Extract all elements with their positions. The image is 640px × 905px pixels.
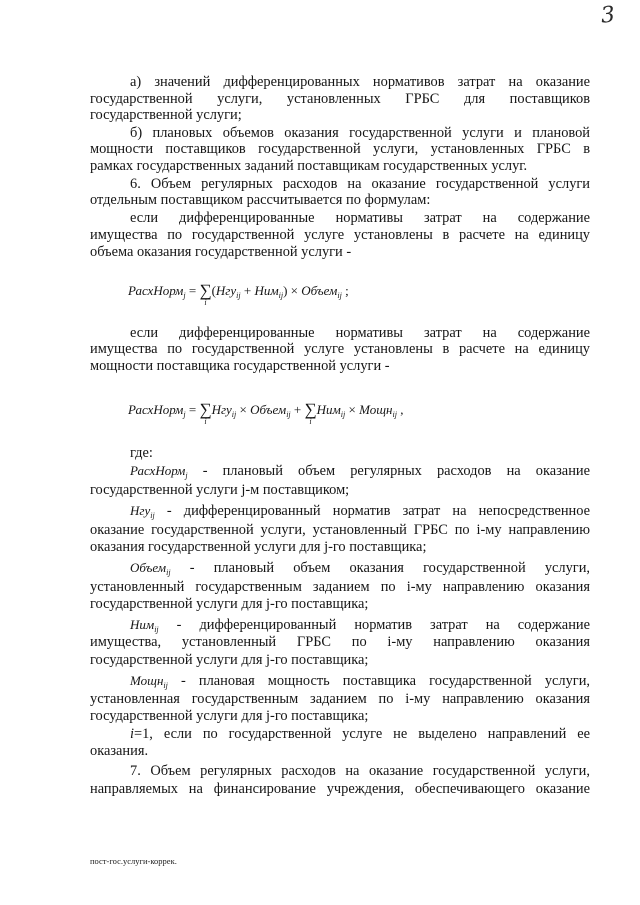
definition-term (130, 503, 155, 518)
term-name: РасхНорм (130, 463, 186, 478)
formula-1-eq: = (188, 283, 197, 298)
term-sub: ij (154, 625, 159, 634)
para-7-line-1: 7. Объем регулярных расходов на оказание государственной услуги, (130, 763, 590, 779)
formula-1-end: ; (345, 283, 349, 298)
index-note-line-2: оказания. (90, 743, 149, 759)
term-name: Мощн (130, 673, 164, 688)
sum-sign: ∑ (304, 400, 317, 419)
term-sub: j (185, 471, 188, 480)
definition-ngu (130, 502, 590, 520)
formula-1-lhs: РасхНорм (128, 283, 184, 298)
case-volume-line-3: объема оказания государственной услуги - (90, 244, 352, 260)
para-b-line-2: мощности поставщиков государственной услуги, установленных ГРБС в (90, 141, 590, 157)
sum-index: i (309, 417, 312, 426)
definition-text: - плановый объем оказания государственной услуги, (189, 560, 590, 576)
sum-index: i (204, 298, 207, 307)
formula-2-sum-2 (304, 400, 317, 426)
definition-obem-line-2: установленный государственным заданием по i-му направлению оказания (90, 579, 590, 595)
formula-2-plus: + (293, 402, 302, 417)
term-name: Объем (130, 560, 167, 575)
definition-moshn-line-2: установленная государственным заданием по i-му направлению оказания (90, 691, 590, 707)
sum-sign: ∑ (199, 400, 212, 419)
term-name: Нгу (130, 503, 151, 518)
definition-term (130, 673, 168, 688)
case-capacity-line-1: если дифференцированные нормативы затрат на содержание (130, 325, 590, 341)
formula-2-b: Объем (250, 402, 287, 417)
formula-1-b-sub: ij (278, 291, 284, 300)
formula-2-a: Нгу (211, 402, 232, 417)
index-variable: i (130, 726, 134, 742)
case-capacity-line-2: имущества по государственной услуге установлены в расчете на единицу (90, 341, 590, 357)
page-number: 3 (599, 2, 617, 29)
formula-1-lhs-sub: j (183, 291, 186, 300)
index-note-text: =1, если по государственной услуге не выделено направлений ее (134, 726, 590, 742)
definition-ngu-line-3: оказания государственной услуги для j-го поставщика; (90, 539, 427, 555)
formula-2 (128, 400, 404, 426)
case-volume-line-1: если дифференцированные нормативы затрат на содержание (130, 210, 590, 226)
formula-2-eq: = (188, 402, 197, 417)
formula-2-c-sub: ij (340, 410, 346, 419)
para-a-line-2: государственной услуги, установленных ГРБС для поставщиков (90, 91, 590, 107)
para-6-line-1: 6. Объем регулярных расходов на оказание государственной услуги (130, 176, 590, 192)
para-b-line-1: б) плановых объемов оказания государственной услуги и плановой (130, 125, 590, 141)
definition-term (130, 463, 188, 478)
term-sub: ij (150, 511, 155, 520)
formula-2-lhs: РасхНорм (128, 402, 184, 417)
para-b-line-3: рамках государственных заданий поставщикам государственных услуг. (90, 158, 528, 174)
case-volume-line-2: имущества по государственной услуге установлены в расчете на единицу (90, 227, 590, 243)
formula-2-d-sub: ij (392, 410, 397, 419)
definition-text: - дифференцированный норматив затрат на содержание (176, 617, 590, 633)
formula-1-plus: + (243, 283, 252, 298)
para-6-line-2: отдельным поставщиком рассчитывается по формулам: (90, 192, 431, 208)
definition-term (130, 617, 159, 632)
formula-2-sum-1 (199, 400, 212, 426)
definition-obem (130, 559, 590, 577)
formula-2-a-sub: ij (231, 410, 237, 419)
para-a-line-3: государственной услуги; (90, 107, 242, 123)
definition-text: - плановый объем регулярных расходов на оказание (202, 463, 590, 479)
para-a-line-1: а) значений дифференцированных нормативов затрат на оказание (130, 74, 590, 90)
formula-2-end: , (400, 402, 404, 417)
index-note (130, 726, 590, 743)
where-label: где: (130, 445, 153, 461)
definition-rashnorm (130, 462, 590, 480)
formula-2-b-sub: ij (286, 410, 291, 419)
formula-1-a-sub: ij (236, 291, 241, 300)
footer-file-code: пост-гос.услуги-коррек. (90, 856, 177, 866)
formula-1-close: ) (283, 283, 288, 298)
formula-2-c: Ним (316, 402, 341, 417)
definition-nim (130, 616, 590, 634)
definition-nim-line-2: имущества, установленный ГРБС по i-му направлению оказания (90, 634, 590, 650)
definition-text: - дифференцированный норматив затрат на непосредственное (166, 503, 590, 519)
definition-nim-line-3: государственной услуги для j-го поставщика; (90, 652, 369, 668)
definition-obem-line-3: государственной услуги для j-го поставщика; (90, 596, 369, 612)
formula-2-d: Мощн (359, 402, 393, 417)
formula-1-a: Нгу (215, 283, 237, 298)
definition-text: - плановая мощность поставщика государственной услуги, (181, 673, 590, 689)
term-name: Ним (130, 617, 155, 632)
para-7-line-2: направляемых на финансирование учреждения, обеспечивающего оказание (90, 781, 590, 797)
term-sub: ij (166, 568, 171, 577)
formula-1-b: Ним (254, 283, 279, 298)
formula-2-times-1: × (239, 402, 247, 417)
formula-1-open: ( (211, 283, 216, 298)
formula-1 (128, 281, 349, 307)
definition-moshn-line-3: государственной услуги для j-го поставщика; (90, 708, 369, 724)
formula-2-times-2: × (348, 402, 356, 417)
case-capacity-line-3: мощности поставщика государственной услуги - (90, 358, 390, 374)
formula-1-c-sub: ij (337, 291, 342, 300)
sum-sign: ∑ (199, 281, 212, 300)
formula-2-lhs-sub: j (183, 410, 186, 419)
definition-ngu-line-2: оказание государственной услуги, установленный ГРБС по i-му направлению (90, 522, 590, 538)
term-sub: ij (163, 681, 168, 690)
definition-rashnorm-line-2: государственной услуги j-м поставщиком; (90, 482, 350, 498)
definition-term (130, 560, 171, 575)
formula-1-times: × (290, 283, 299, 298)
formula-1-c: Объем (301, 283, 338, 298)
sum-index: i (204, 417, 207, 426)
formula-1-sum (199, 281, 212, 307)
definition-moshn (130, 672, 590, 690)
